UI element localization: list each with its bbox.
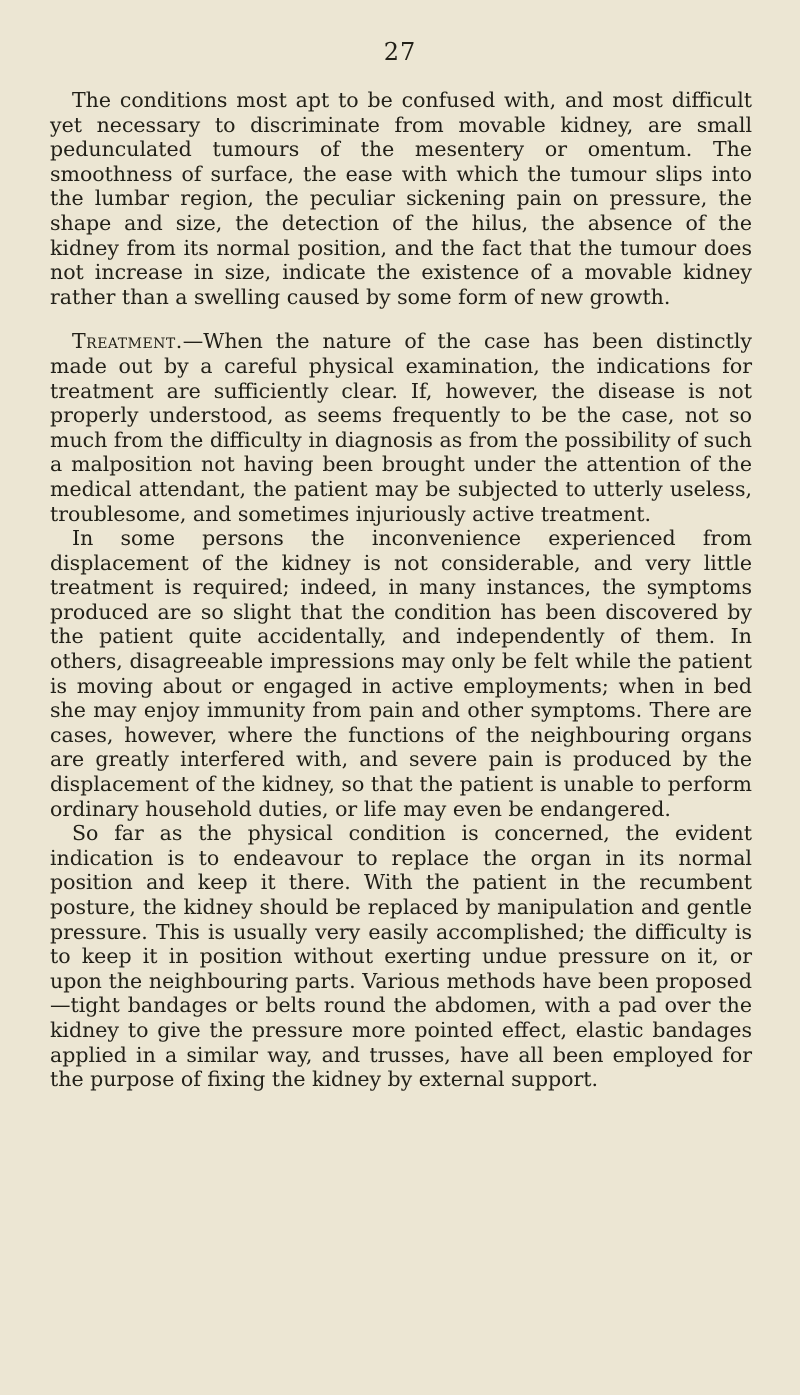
body-text — [50, 88, 752, 1092]
paragraph-symptoms — [50, 526, 752, 821]
paragraph-differential-diagnosis — [50, 88, 752, 309]
paragraph-text: So far as the physical condition is concerned, the evident indication is to endeavour to replace the organ in its normal position and keep it there. With the patient in the recumbent posture, the kidney should be replaced by manipulation and gentle pressure. This is usually very easily accomplished; the difficulty is to keep it in position without exerting undue pressure on it, or upon the neighbouring parts. Various methods have been proposed—tight bandages or belts round the abdomen, with a pad over the kidney to give the pressure more pointed effect, elastic bandages applied in a similar way, and trusses, have all been employed for the purpose of fixing the kidney by external support. — [50, 821, 752, 1092]
section-heading-treatment: Treatment. — [72, 329, 183, 354]
page-number: 27 — [383, 38, 417, 66]
paragraph-text: The conditions most apt to be confused with, and most difficult yet necessary to discriminate from movable kidney, are small pedunculated tumours of the mesentery or omentum. The smoothness of surface, the ease with which the tumour slips into the lumbar region, the peculiar sickening pain on pressure, the shape and size, the detection of the hilus, the absence of the kidney from its normal position, and the fact that the tumour does not increase in size, indicate the existence of a movable kidney rather than a swelling caused by some form of new growth. — [50, 88, 752, 309]
paragraph-text: In some persons the inconvenience experienced from displacement of the kidney is not considerable, and very little treatment is required; indeed, in many instances, the symptoms produced are so slight that the condition has been discovered by the patient quite accidentally, and independently of them. In others, disagreeable impressions may only be felt while the patient is moving about or engaged in active employments; when in bed she may enjoy immunity from pain and other symptoms. There are cases, however, where the functions of the neighbouring organs are greatly interfered with, and severe pain is produced by the displacement of the kidney, so that the patient is unable to perform ordinary household duties, or life may even be endangered. — [50, 526, 752, 821]
paragraph-text: —When the nature of the case has been distinctly made out by a careful physical examination, the indications for treatment are sufficiently clear. If, however, the disease is not properly understood, as seems frequently to be the case, not so much from the difficulty in diagnosis as from the possibility of such a malposition not having been brought under the attention of the medical attendant, the patient may be subjected to utterly useless, troublesome, and sometimes injuriously active treatment. — [50, 329, 752, 526]
paragraph-treatment — [50, 329, 752, 526]
paragraph-replacement — [50, 821, 752, 1092]
